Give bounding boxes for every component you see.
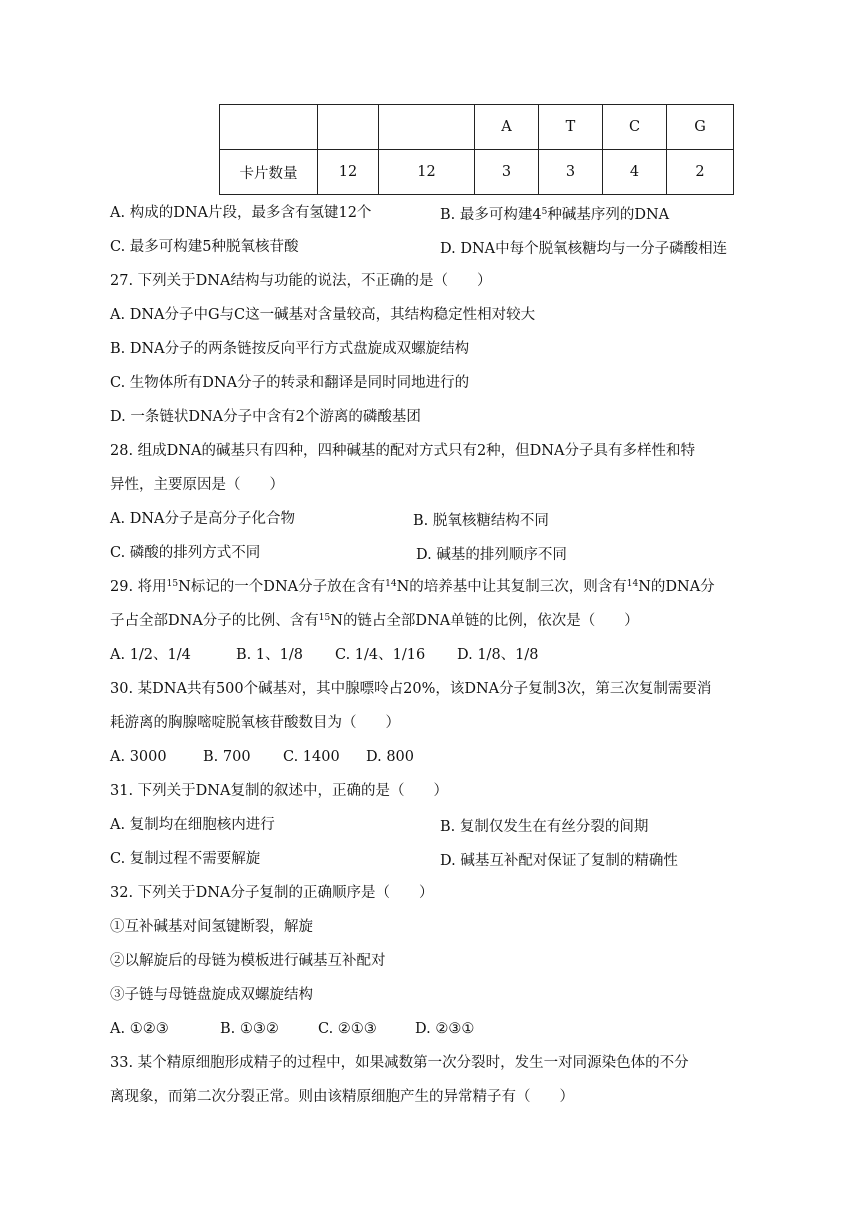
card-table [219,104,734,195]
q31-stem: 31. 下列关于DNA复制的叙述中，正确的是（ ） [110,783,448,799]
q28-stem-line1: 28. 组成DNA的碱基只有四种，四种碱基的配对方式只有2种，但DNA分子具有多样性和特 [110,443,695,459]
q30-option-a: A. 3000 [110,749,167,765]
q28-option-d: D. 碱基的排列顺序不同 [416,547,567,563]
q31-option-b: B. 复制仅发生在有丝分裂的间期 [440,819,649,835]
q30-option-c: C. 1400 [283,749,340,765]
q29-text: N的DNA分 [638,579,715,595]
q29-text: N的培养基中让其复制三次，则含有 [396,579,627,595]
q28-stem-line2: 异性，主要原因是（ ） [110,477,284,493]
q30-option-b: B. 700 [203,749,251,765]
table-row [220,150,734,195]
q31-option-c: C. 复制过程不需要解旋 [110,851,261,867]
q27-option-d: D. 一条链状DNA分子中含有2个游离的磷酸基团 [110,409,421,425]
q29-option-c: C. 1/4、1/16 [335,647,426,663]
q29-options [110,645,539,665]
q27-stem: 27. 下列关于DNA结构与功能的说法，不正确的是（ ） [110,273,492,289]
q26-option-b-post: 种碱基序列的DNA [547,207,670,223]
q33-stem-line2: 离现象，而第二次分裂正常。则由该精原细胞产生的异常精子有（ ） [110,1089,574,1105]
q31-option-d: D. 碱基互补配对保证了复制的精确性 [440,853,678,869]
q28-option-a: A. DNA分子是高分子化合物 [110,511,295,527]
table-header-cell: C [603,105,667,150]
q29-sup: 15 [166,579,179,589]
q27-option-a: A. DNA分子中G与C这一碱基对含量较高，其结构稳定性相对较大 [110,307,536,323]
table-cell: 12 [318,150,379,195]
q27-option-c: C. 生物体所有DNA分子的转录和翻译是同时同地进行的 [110,375,470,391]
q29-text: N标记的一个DNA分子放在含有 [178,579,386,595]
q29-stem-line2 [110,611,639,631]
q29-option-b: B. 1、1/8 [236,647,303,663]
q26-option-c: C. 最多可构建5种脱氧核苷酸 [110,239,299,255]
q32-item-2: ②以解旋后的母链为模板进行碱基互补配对 [110,953,386,969]
q27-option-b: B. DNA分子的两条链按反向平行方式盘旋成双螺旋结构 [110,341,470,357]
q32-option-c: C. ②①③ [318,1021,377,1037]
q30-stem-line1: 30. 某DNA共有500个碱基对，其中腺嘌呤占20%，该DNA分子复制3次，第三次复制需要消 [110,681,712,697]
q26-option-b [440,203,669,224]
q26-option-b-pre: B. 最多可构建4 [440,207,542,223]
q26-option-d: D. DNA中每个脱氧核糖均与一分子磷酸相连 [440,241,728,257]
q32-option-d: D. ②③① [415,1021,475,1037]
q32-item-1: ①互补碱基对间氢键断裂，解旋 [110,919,313,935]
q32-item-3: ③子链与母链盘旋成双螺旋结构 [110,987,313,1003]
table-header-cell [220,105,318,150]
table-header-row [220,105,734,150]
q28-option-b: B. 脱氧核糖结构不同 [413,513,549,529]
table-header-cell [379,105,475,150]
q28-option-c: C. 磷酸的排列方式不同 [110,545,261,561]
q26-option-b-sup: 5 [541,207,548,217]
q29-option-d: D. 1/8、1/8 [457,647,539,663]
q29-sup: 14 [626,579,639,589]
q29-option-a: A. 1/2、1/4 [110,647,191,663]
table-cell: 4 [603,150,667,195]
table-header-cell: A [475,105,539,150]
table-header-cell: G [667,105,734,150]
table-row-label: 卡片数量 [220,150,318,195]
q32-option-a: A. ①②③ [110,1021,169,1037]
q32-option-b: B. ①③② [220,1021,279,1037]
q29-stem-line1 [110,577,715,597]
table-cell: 12 [379,150,475,195]
q32-options [110,1019,474,1039]
q30-option-d: D. 800 [366,749,415,765]
q30-stem-line2: 耗游离的胸腺嘧啶脱氧核苷酸数目为（ ） [110,715,400,731]
q29-sup: 14 [385,579,397,589]
q29-text: 29. 将用 [110,579,167,595]
q32-stem: 32. 下列关于DNA分子复制的正确顺序是（ ） [110,885,434,901]
q29-text: 子占全部DNA分子的比例、含有 [110,613,319,629]
table-cell: 3 [539,150,603,195]
table-cell: 2 [667,150,734,195]
q33-stem-line1: 33. 某个精原细胞形成精子的过程中，如果减数第一次分裂时，发生一对同源染色体的不分 [110,1055,689,1071]
q30-options [110,747,414,767]
table-header-cell: T [539,105,603,150]
q29-text: N的链占全部DNA单链的比例，依次是（ ） [330,613,639,629]
q31-option-a: A. 复制均在细胞核内进行 [110,817,275,833]
table-cell: 3 [475,150,539,195]
q26-option-a: A. 构成的DNA片段，最多含有氢键12个 [110,205,372,221]
q29-sup: 15 [318,613,331,623]
table-header-cell [318,105,379,150]
